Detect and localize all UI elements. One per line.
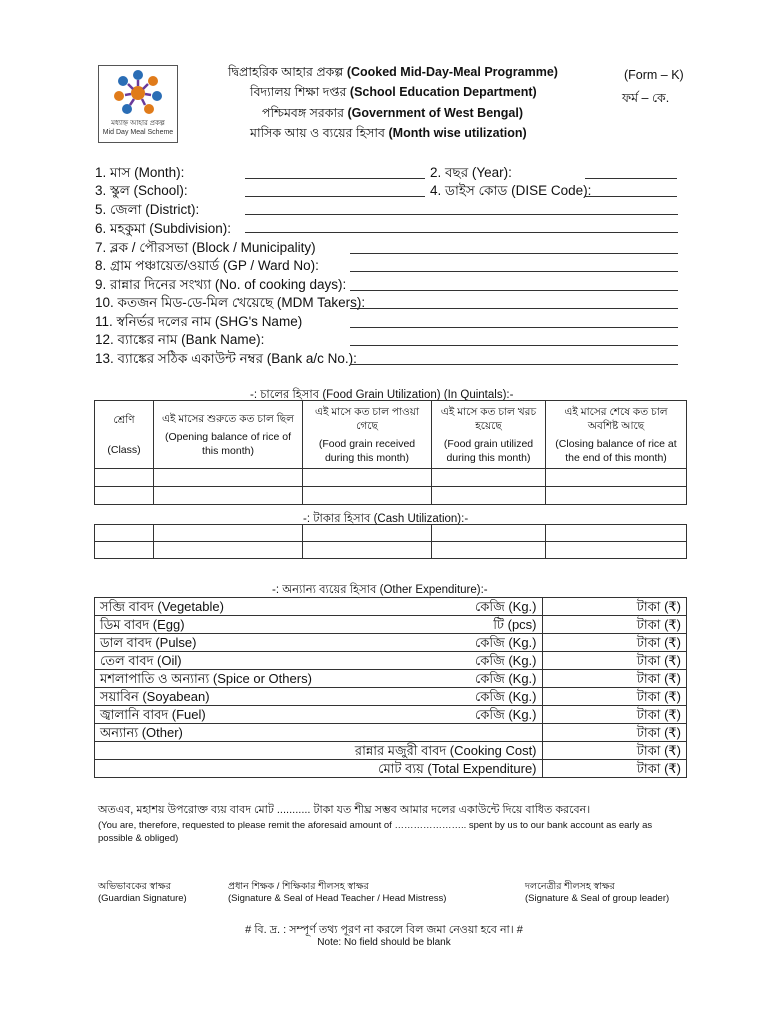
expense-money[interactable]: টাকা (₹): [542, 652, 686, 670]
expense-money[interactable]: টাকা (₹): [542, 706, 686, 724]
header-line-4-en: (Month wise utilization): [388, 126, 527, 140]
cash-cell[interactable]: [432, 542, 546, 559]
field-bank-acc-label: 13. ব্যাঙ্কের সঠিক একাউন্ট নম্বর (Bank a/c No.):: [95, 351, 357, 366]
header-line-3-en: (Government of West Bengal): [347, 106, 523, 120]
expense-money[interactable]: টাকা (₹): [542, 598, 686, 616]
total-expenditure-money[interactable]: টাকা (₹): [542, 760, 686, 778]
request-text-en: (You are, therefore, requested to please remit the aforesaid amount of ………………….. spent by us to our bank account as early as possible & obliged): [98, 820, 653, 844]
guardian-signature-bn: অভিভাবকের স্বাক্ষর: [98, 881, 171, 892]
header-line-1-en: (Cooked Mid-Day-Meal Programme): [346, 65, 558, 79]
field-school-line[interactable]: [245, 196, 425, 197]
header-line-2-en: (School Education Department): [349, 85, 537, 99]
cash-cell[interactable]: [432, 525, 546, 542]
cash-cell[interactable]: [303, 542, 432, 559]
field-month-label: 1. মাস (Month):: [95, 165, 185, 180]
head-teacher-signature-en: (Signature & Seal of Head Teacher / Head Mistress): [228, 893, 447, 904]
food-cell[interactable]: [546, 469, 687, 487]
food-cell[interactable]: [95, 487, 154, 505]
cash-cell[interactable]: [95, 542, 154, 559]
food-col-class-en: (Class): [107, 443, 141, 456]
expense-unit[interactable]: কেজি (Kg.): [470, 652, 542, 670]
field-mdm-takers-line[interactable]: [350, 308, 678, 309]
expense-money[interactable]: টাকা (₹): [542, 688, 686, 706]
expense-row-egg: [95, 616, 687, 634]
expense-row-other: [95, 724, 687, 742]
head-teacher-signature-bn: প্রধান শিক্ষক / শিক্ষিকার শীলসহ স্বাক্ষর: [228, 881, 369, 892]
food-cell[interactable]: [432, 469, 546, 487]
expense-item: সব্জি বাবদ (Vegetable): [95, 598, 471, 616]
food-col-utilized-en: (Food grain utilized during this month): [443, 437, 534, 464]
expense-unit[interactable]: কেজি (Kg.): [470, 688, 542, 706]
field-school-label: 3. স্কুল (School):: [95, 183, 188, 198]
cash-title: -: টাকার হিসাব (Cash Utilization):-: [303, 513, 469, 525]
cash-cell[interactable]: [546, 525, 687, 542]
logo-caption-en: Mid Day Meal Scheme: [102, 129, 174, 136]
food-col-received-en: (Food grain received during this month): [318, 437, 416, 464]
food-col-received-bn: এই মাসে কত চাল পাওয়া গেছে: [314, 405, 420, 432]
field-year-line[interactable]: [585, 178, 677, 179]
field-gp-label: 8. গ্রাম পঞ্চায়েত/ওয়ার্ড (GP / Ward No):: [95, 258, 319, 273]
field-district-label: 5. জেলা (District):: [95, 202, 200, 217]
expense-row-pulse: [95, 634, 687, 652]
field-month-line[interactable]: [245, 178, 425, 179]
expense-row-fuel: [95, 706, 687, 724]
guardian-signature-en: (Guardian Signature): [98, 893, 187, 904]
food-grain-title: -: চালের হিসাব (Food Grain Utilization) (In Quintals):-: [250, 389, 514, 401]
food-grain-row[interactable]: [95, 487, 687, 505]
expense-money[interactable]: টাকা (₹): [542, 634, 686, 652]
expense-row-spice: [95, 670, 687, 688]
form-code-en: (Form – K): [624, 68, 684, 82]
food-col-class: [95, 401, 154, 469]
header-line-3: [262, 105, 523, 122]
food-col-opening-en: (Opening balance of rice of this month): [164, 430, 292, 457]
cash-cell[interactable]: [154, 542, 303, 559]
field-bank-name-label: 12. ব্যাঙ্কের নাম (Bank Name):: [95, 332, 265, 347]
field-mdm-takers-label: 10. কতজন মিড-ডে-মিল খেয়েছে (MDM Takers):: [95, 295, 366, 310]
header-line-2-bn: বিদ্যালয় শিক্ষা দপ্তর: [250, 85, 347, 99]
food-col-class-bn: শ্রেণি: [113, 413, 135, 426]
food-col-utilized: [432, 401, 546, 469]
food-grain-header-row: [95, 401, 687, 469]
expense-item: ডিম বাবদ (Egg): [95, 616, 471, 634]
cash-cell[interactable]: [546, 542, 687, 559]
expense-unit[interactable]: [470, 724, 542, 742]
header-line-4-bn: মাসিক আয় ও ব্যয়ের হিসাব: [250, 126, 386, 140]
food-cell[interactable]: [303, 469, 432, 487]
field-subdivision-label: 6. মহকুমা (Subdivision):: [95, 221, 231, 236]
cash-cell[interactable]: [95, 525, 154, 542]
cash-row[interactable]: [95, 542, 687, 559]
header-line-1: [228, 64, 558, 81]
expense-item: মশলাপাতি ও অন্যান্য (Spice or Others): [95, 670, 471, 688]
field-shg-name-line[interactable]: [350, 327, 678, 328]
expense-money[interactable]: টাকা (₹): [542, 724, 686, 742]
field-block-line[interactable]: [350, 253, 678, 254]
header-line-3-bn: পশ্চিমবঙ্গ সরকার: [262, 106, 345, 120]
field-cooking-days-line[interactable]: [350, 290, 678, 291]
logo-caption-bn: মধ্যাহ্ন আহার প্রকল্প: [111, 120, 165, 127]
food-col-utilized-bn: এই মাসে কত চাল খরচ হয়েছে: [440, 405, 537, 432]
field-subdivision-line[interactable]: [245, 232, 678, 233]
expense-money[interactable]: টাকা (₹): [542, 616, 686, 634]
expense-item: ডাল বাবদ (Pulse): [95, 634, 471, 652]
request-text-bn: অতএব, মহাশয় উপরোক্ত ব্যয় বাবদ মোট ........... টাকা যত শীঘ্র সম্ভব আমার দলের একাউন্টে দিয়ে বাধিত করবেন।: [98, 804, 591, 816]
other-expenditure-table: [94, 597, 687, 778]
expense-unit[interactable]: কেজি (Kg.): [470, 670, 542, 688]
food-grain-row[interactable]: [95, 469, 687, 487]
mid-day-meal-logo: [98, 65, 178, 143]
field-cooking-days-label: 9. রান্নার দিনের সংখ্যা (No. of cooking days):: [95, 277, 347, 292]
expense-row-cooking-cost: [95, 742, 687, 760]
group-leader-signature-bn: দলনেত্রীর শীলসহ স্বাক্ষর: [525, 881, 615, 892]
food-cell[interactable]: [154, 487, 303, 505]
expense-unit[interactable]: টি (pcs): [470, 616, 542, 634]
field-district-line[interactable]: [245, 214, 678, 215]
food-col-closing-bn: এই মাসের শেষে কত চাল অবশিষ্ট আছে: [564, 405, 668, 432]
field-dise-line[interactable]: [585, 196, 677, 197]
field-bank-acc-line[interactable]: [350, 364, 678, 365]
food-col-closing-en: (Closing balance of rice at the end of this month): [555, 437, 677, 464]
form-code-bn: ফর্ম – কে.: [622, 91, 670, 105]
food-cell[interactable]: [303, 487, 432, 505]
logo-emblem-icon: [99, 66, 177, 122]
food-cell[interactable]: [432, 487, 546, 505]
food-cell[interactable]: [95, 469, 154, 487]
field-block-label: 7. ব্লক / পৌরসভা (Block / Municipality): [95, 240, 316, 255]
expense-item: সয়াবিন (Soyabean): [95, 688, 471, 706]
food-cell[interactable]: [546, 487, 687, 505]
food-col-closing: [546, 401, 687, 469]
expense-unit[interactable]: কেজি (Kg.): [470, 706, 542, 724]
expense-row-soyabean: [95, 688, 687, 706]
header-line-1-bn: দ্বিপ্রাহরিক আহার প্রকল্প: [228, 65, 344, 79]
group-leader-signature-en: (Signature & Seal of group leader): [525, 893, 670, 904]
cash-cell[interactable]: [303, 525, 432, 542]
note-bn: # বি. দ্র. : সম্পূর্ণ তথ্য পূরণ না করলে বিল জমা নেওয়া হবে না। #: [245, 924, 523, 936]
cooking-cost-money[interactable]: টাকা (₹): [542, 742, 686, 760]
food-col-opening: [154, 401, 303, 469]
total-expenditure-label: মোট ব্যয় (Total Expenditure): [95, 760, 543, 778]
expense-row-total: [95, 760, 687, 778]
field-gp-line[interactable]: [350, 271, 678, 272]
cash-cell[interactable]: [154, 525, 303, 542]
field-dise-label: 4. ডাইস কোড (DISE Code):: [430, 183, 592, 198]
cooking-cost-label: রান্নার মজুরী বাবদ (Cooking Cost): [95, 742, 543, 760]
cash-row[interactable]: [95, 525, 687, 542]
expense-row-oil: [95, 652, 687, 670]
food-col-opening-bn: এই মাসের শুরুতে কত চাল ছিল: [162, 412, 294, 425]
food-col-received: [303, 401, 432, 469]
header-line-2: [250, 84, 537, 101]
note-en: Note: No field should be blank: [317, 937, 451, 948]
expense-item: তেল বাবদ (Oil): [95, 652, 471, 670]
expense-item: অন্যান্য (Other): [95, 724, 471, 742]
expense-unit[interactable]: কেজি (Kg.): [470, 634, 542, 652]
cash-table: [94, 524, 687, 559]
expense-money[interactable]: টাকা (₹): [542, 670, 686, 688]
field-year-label: 2. বছর (Year):: [430, 165, 512, 180]
expense-item: জ্বালানি বাবদ (Fuel): [95, 706, 471, 724]
expense-row-vegetable: [95, 598, 687, 616]
food-cell[interactable]: [154, 469, 303, 487]
field-shg-name-label: 11. স্বনির্ভর দলের নাম (SHG's Name): [95, 314, 303, 329]
expense-unit[interactable]: কেজি (Kg.): [470, 598, 542, 616]
food-grain-table: [94, 400, 687, 505]
header-line-4: [250, 125, 527, 142]
field-bank-name-line[interactable]: [350, 345, 678, 346]
other-expenditure-title: -: অন্যান্য ব্যয়ের হিসাব (Other Expenditure):-: [272, 584, 488, 596]
